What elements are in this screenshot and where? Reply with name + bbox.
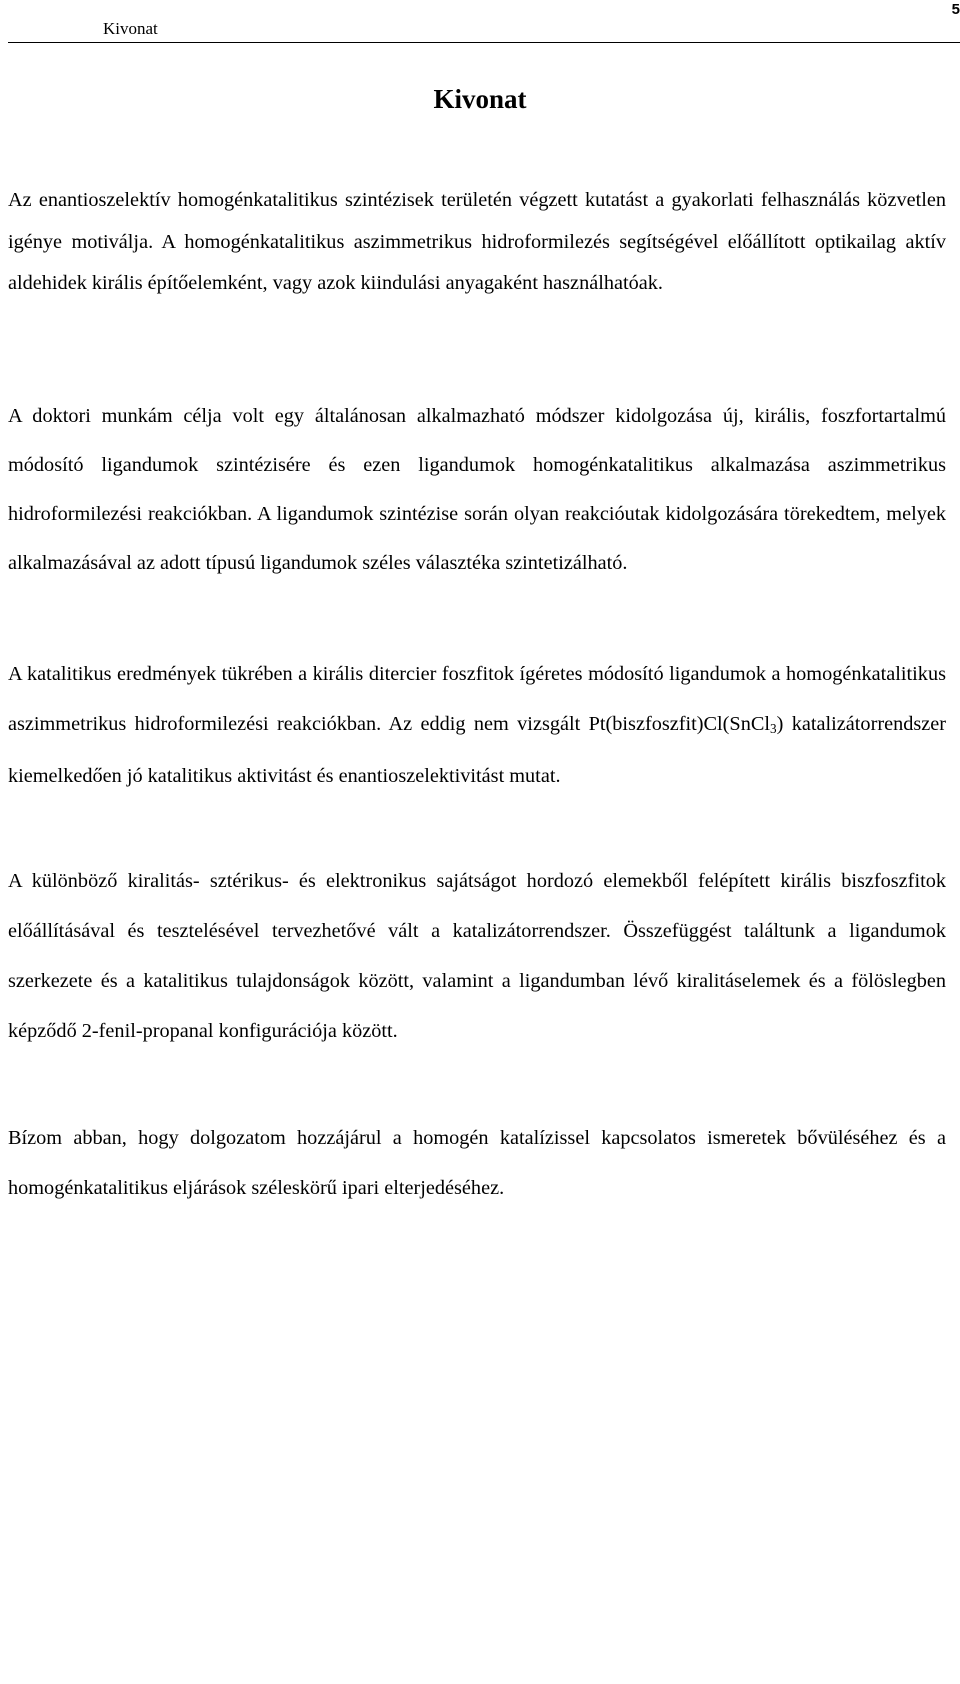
paragraph-aim: A doktori munkám célja volt egy általánosan alkalmazható módszer kidolgozása új, királis, foszfortartalmú módosító ligandumok szintézisére és ezen ligandumok homogénkatalitikus alkalmazása aszimmetrikus hidroformilezési reakciókban. A ligandumok szintézise során olyan reakcióutak kidolgozására törekedtem, melyek alkalmazásával az adott típusú ligandumok széles választéka szintetizálható.	[8, 405, 946, 574]
section-title: Kivonat	[433, 84, 527, 114]
paragraph-text-part: A katalitikus eredmények tükrében a királis ditercier foszfitok ígéretes módosító ligandumok a homogénkatalitikus aszimmetrikus hidroformilezési reakciókban. Az eddig nem vizsgált Pt(biszfoszfit)Cl(SnCl	[8, 663, 946, 735]
paragraph-text-part: ) katalizátorrendszer kiemelkedően jó katalitikus aktivitást és enantioszelektivitást mutat.	[8, 713, 947, 787]
paragraph-motivation: Az enantioszelektív homogénkatalitikus szintézisek területén végzett kutatást a gyakorlati felhasználás közvetlen igénye motiválja. A homogénkatalitikus aszimmetrikus hidroformilezés segítségével előállított optikailag aktív aldehidek királis építőelemként, vagy azok kiindulási anyagaként használhatóak.	[8, 189, 946, 294]
page-header	[8, 0, 960, 43]
paragraph-structure-correlation: A különböző kiralitás- sztérikus- és elektronikus sajátságot hordozó elemekből felépített királis biszfoszfitok előállításával és tesztelésével tervezhetővé vált a katalizátorrendszer. Összefüggést találtunk a ligandumok szerkezete és a katalitikus tulajdonságok között, valamint a ligandumban lévő kiralitáselemek és a fölöslegben képződő 2-fenil-propanal konfigurációja között.	[8, 870, 946, 1042]
subscript: 3	[770, 721, 777, 737]
page-number: 5	[951, 1, 960, 18]
running-title: Kivonat	[103, 19, 158, 38]
paragraph-catalytic-results	[8, 649, 946, 801]
paragraph-conclusion: Bízom abban, hogy dolgozatom hozzájárul a homogén katalízissel kapcsolatos ismeretek bővüléséhez és a homogénkatalitikus eljárások széleskörű ipari elterjedéséhez.	[8, 1127, 946, 1199]
